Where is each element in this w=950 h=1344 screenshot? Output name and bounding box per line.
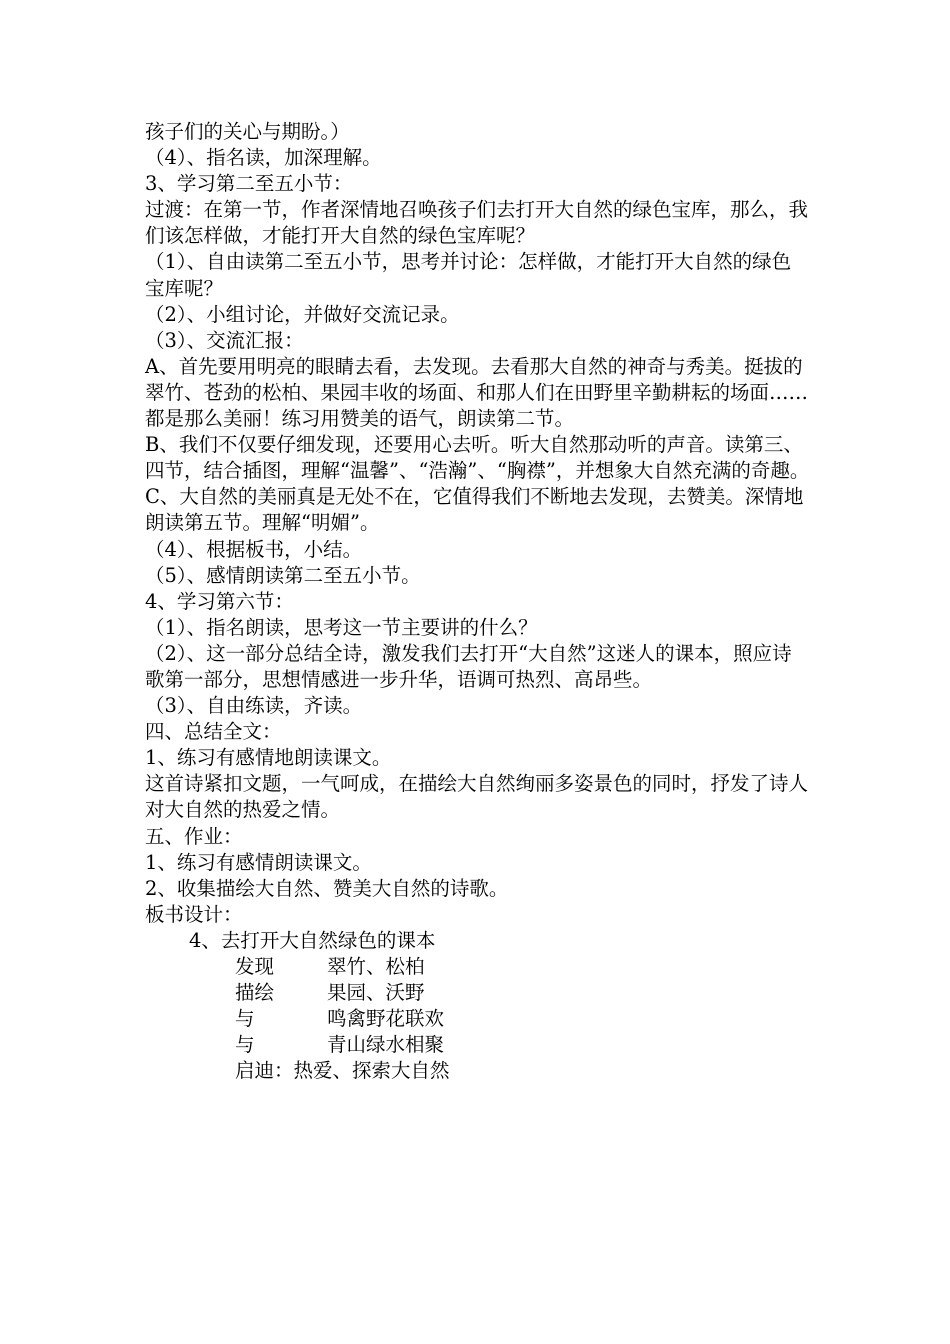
section-heading: 五、作业：	[145, 824, 243, 848]
board-row-value: 鸣禽野花联欢	[327, 1007, 445, 1031]
lesson-plan-text	[145, 119, 810, 1084]
section-heading: 四、总结全文：	[145, 720, 282, 744]
board-footer: 启迪：热爱、探索大自然	[235, 1059, 450, 1083]
board-row-value: 果园、沃野	[327, 981, 425, 1005]
section-heading: 3、学习第二至五小节：	[145, 172, 353, 196]
paragraph: A、首先要用明亮的眼睛去看，去发现。去看那大自然的神奇与秀美。挺拔的翠竹、苍劲的松柏、果园丰收的场面、和那人们在田野里辛勤耕耘的场面……都是那么美丽！练习用赞美的语气，朗读第二节。	[145, 354, 809, 431]
paragraph: 2、收集描绘大自然、赞美大自然的诗歌。	[145, 876, 509, 900]
board-row-key: 与	[235, 1033, 255, 1057]
paragraph: （3）、交流汇报：	[145, 328, 304, 352]
paragraph: 1、练习有感情地朗读课文。	[145, 746, 392, 770]
paragraph: （2）、小组讨论，并做好交流记录。	[145, 302, 460, 326]
board-row	[235, 1032, 810, 1058]
section-heading: 4、学习第六节：	[145, 589, 294, 613]
board-row	[235, 980, 810, 1006]
paragraph: （2）、这一部分总结全诗，激发我们去打开“大自然”这迷人的课本，照应诗歌第一部分，思想情感进一步升华，语调可热烈、高昂些。	[145, 641, 792, 691]
paragraph: （4）、指名读，加深理解。	[145, 146, 382, 170]
section-heading: 板书设计：	[145, 902, 243, 926]
board-row-key: 发现	[235, 955, 275, 978]
paragraph: （3）、自由练读，齐读。	[145, 694, 363, 718]
blackboard-design	[145, 928, 810, 1085]
paragraph: （1）、自由读第二至五小节，思考并讨论：怎样做，才能打开大自然的绿色宝库呢？	[145, 250, 792, 300]
paragraph: 过渡：在第一节，作者深情地召唤孩子们去打开大自然的绿色宝库，那么，我们该怎样做，才能打开大自然的绿色宝库呢？	[145, 198, 809, 248]
paragraph: C、大自然的美丽真是无处不在，它值得我们不断地去发现，去赞美。深情地朗读第五节。理解“明媚”。	[145, 485, 804, 535]
paragraph: （1）、指名朗读，思考这一节主要讲的什么？	[145, 615, 538, 639]
board-row-key: 与	[235, 1007, 255, 1031]
paragraph: 孩子们的关心与期盼。）	[145, 120, 350, 143]
board-row-value: 青山绿水相聚	[327, 1033, 445, 1057]
paragraph: 这首诗紧扣文题，一气呵成，在描绘大自然绚丽多姿景色的同时，抒发了诗人对大自然的热爱之情。	[145, 772, 809, 822]
paragraph: （5）、感情朗读第二至五小节。	[145, 563, 421, 587]
board-row-value: 翠竹、松柏	[327, 955, 425, 978]
paragraph: B、我们不仅要仔细发现，还要用心去听。听大自然那动听的声音。读第三、四节，结合插图，理解“温馨”、“浩瀚”、“胸襟”，并想象大自然充满的奇趣。	[145, 433, 810, 483]
board-row	[235, 954, 810, 980]
board-title: 4、去打开大自然绿色的课本	[189, 928, 436, 952]
paragraph: （4）、根据板书，小结。	[145, 537, 363, 561]
board-row-key: 描绘	[235, 981, 275, 1005]
board-row	[235, 1006, 810, 1032]
paragraph: 1、练习有感情朗读课文。	[145, 850, 372, 874]
